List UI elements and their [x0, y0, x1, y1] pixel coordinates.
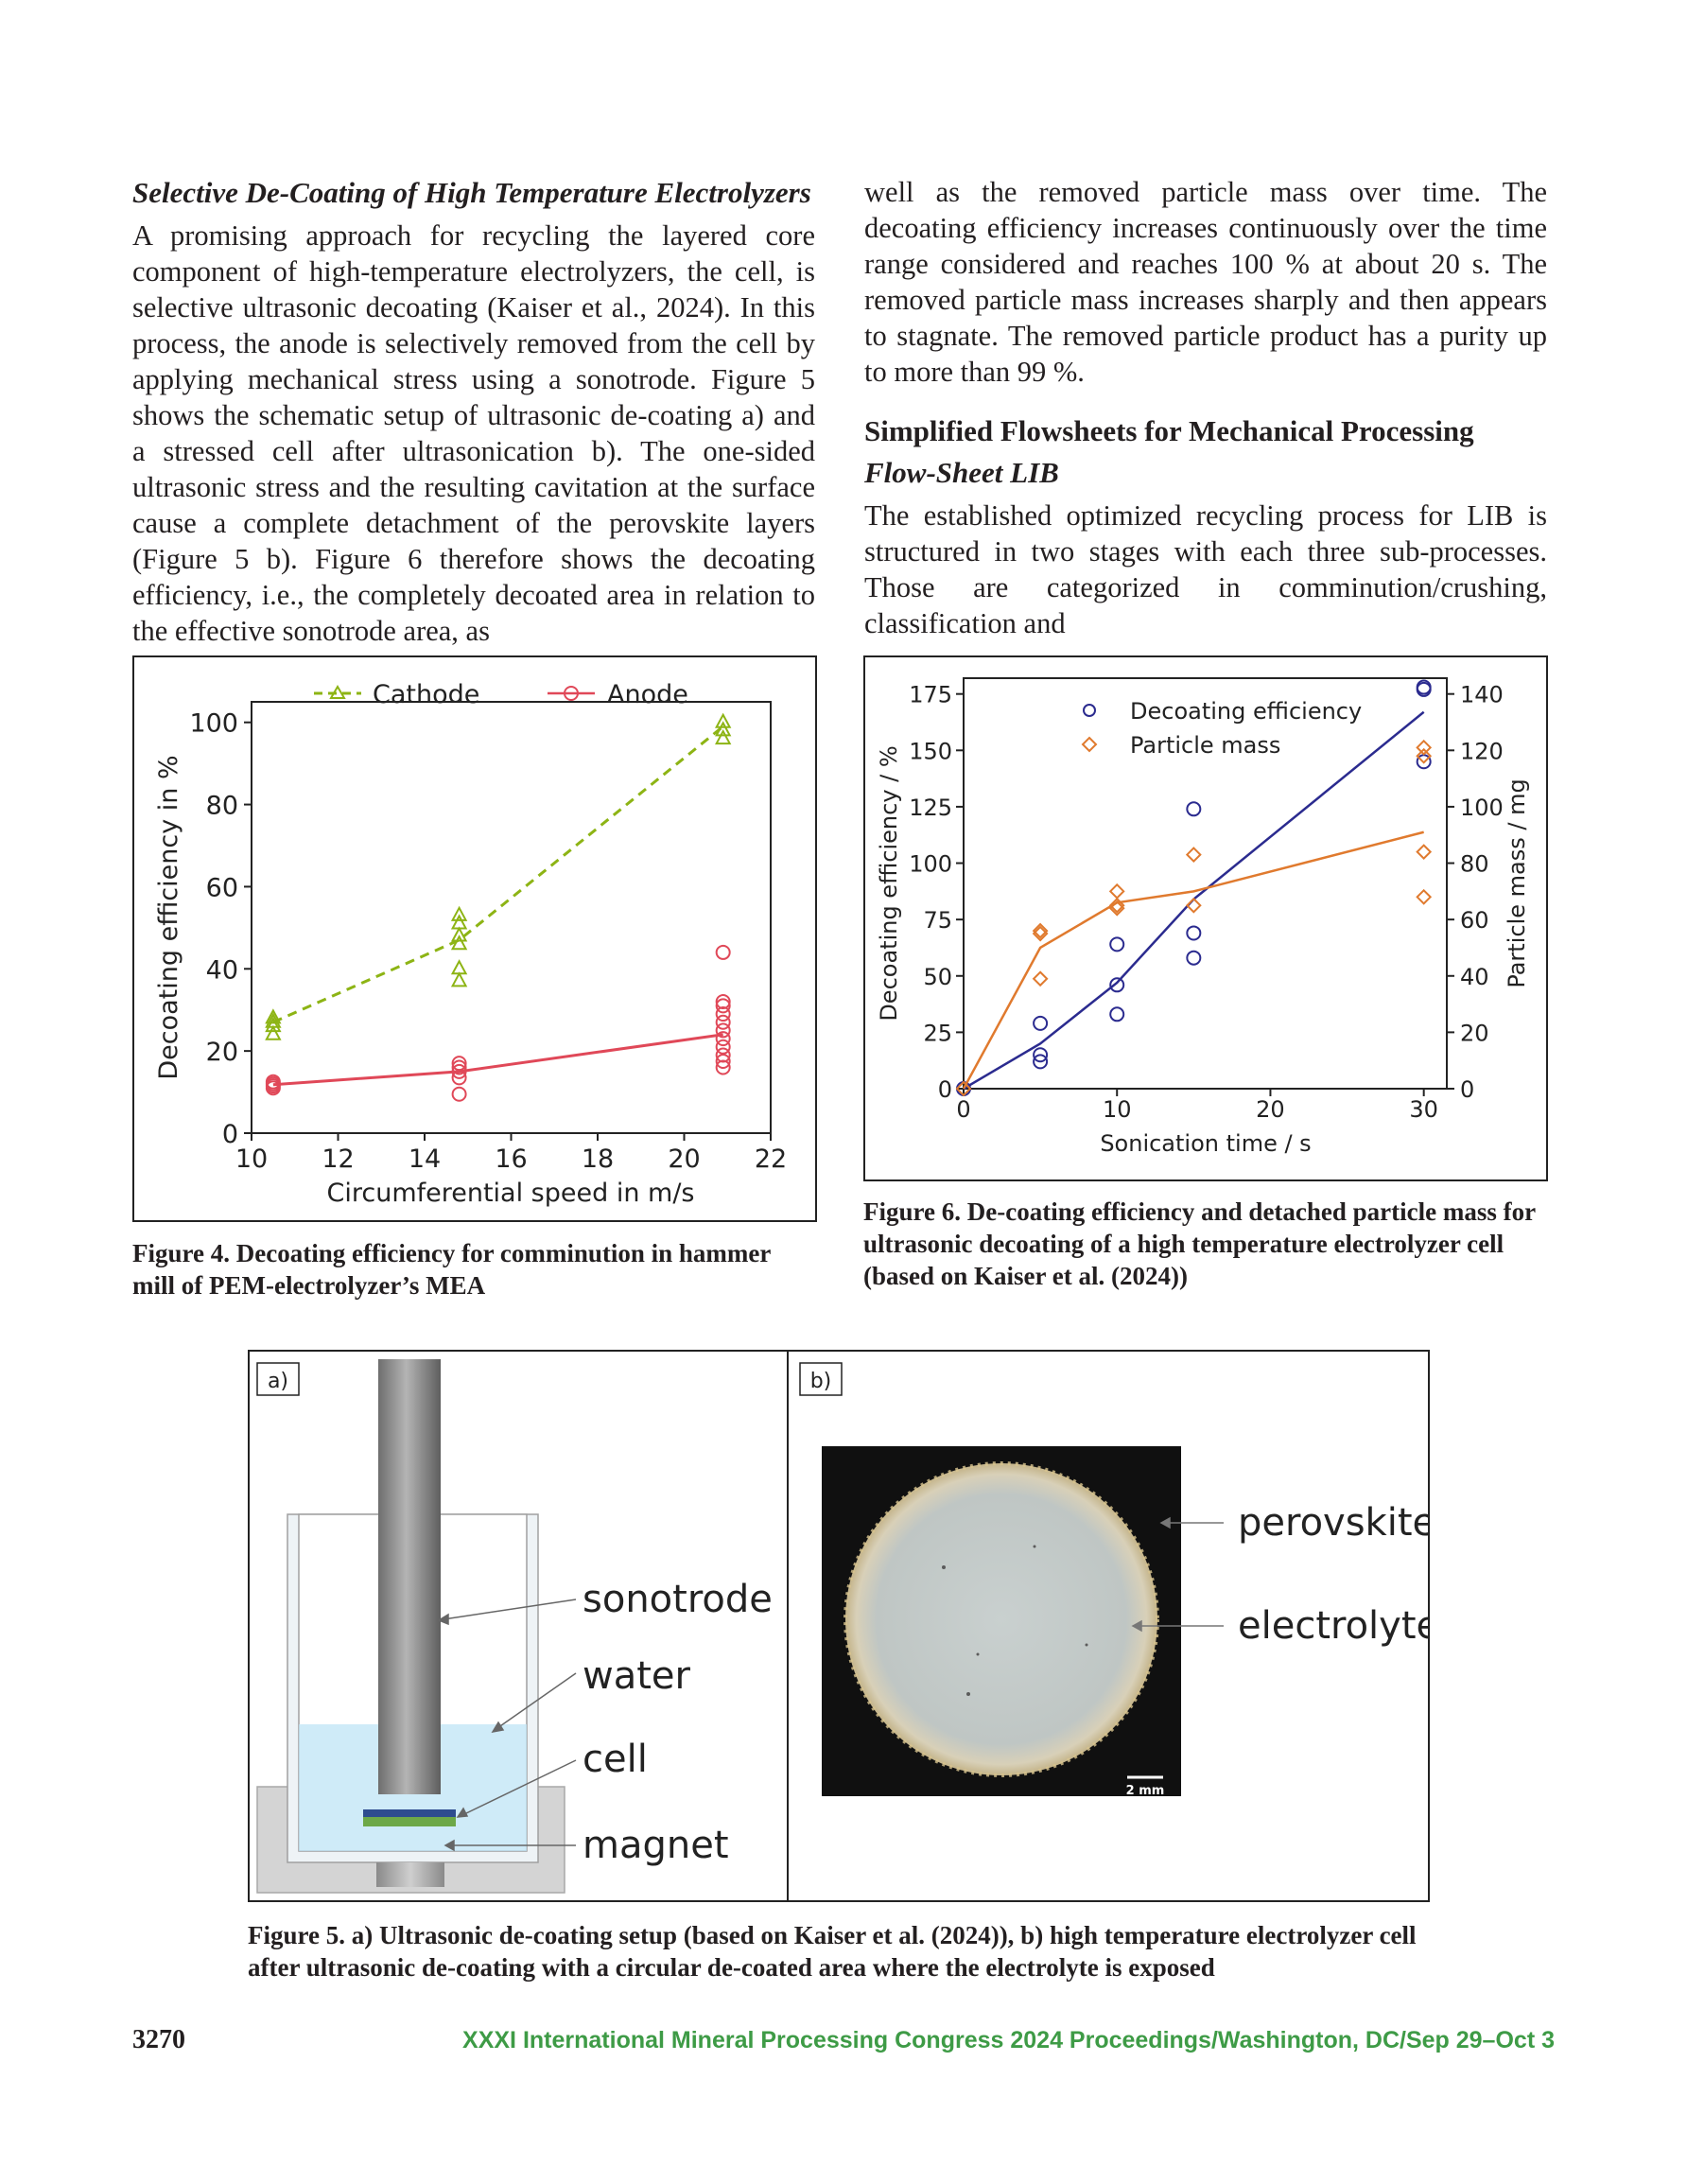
conference-footer: XXXI International Mineral Processing Congress 2024 Proceedings/Washington, DC/Sep 29–Oct 3: [462, 2027, 1555, 2053]
legend-particle-mass-label: Particle mass: [1130, 732, 1281, 759]
figure6-ytick-left-label: 75: [923, 907, 952, 935]
magnet-label: magnet: [583, 1824, 729, 1867]
figure4-plot-frame: [252, 702, 771, 1133]
panel-a-label: [257, 1363, 299, 1395]
figure4-xtick-label: 10: [235, 1144, 269, 1174]
figure6-box: [863, 655, 1548, 1181]
figure6-point-particle-mass: [1417, 846, 1431, 859]
figure6-point-particle-mass: [1110, 884, 1123, 898]
figure6-ytick-right-label: 60: [1460, 907, 1489, 935]
water-label: water: [583, 1654, 690, 1698]
figure4-xtick-label: 12: [322, 1144, 355, 1174]
cell-label: cell: [583, 1738, 648, 1781]
figure5-box: [248, 1350, 1430, 1902]
figure5-caption: Figure 5. a) Ultrasonic de-coating setup (based on Kaiser et al. (2024)), b) high temperature electrolyzer cell after ultrasonic de-coating with a circular de-coated area where the electrolyte is exposed: [248, 1921, 1417, 1982]
figure4-ylabel: Decoating efficiency in %: [154, 755, 183, 1080]
figure4-box: [132, 655, 817, 1222]
figure4-point-anode: [453, 1088, 466, 1101]
figure4-chart: [134, 657, 815, 1220]
figure4-caption: Figure 4. Decoating efficiency for comminution in hammer mill of PEM-electrolyzer’s MEA: [132, 1239, 771, 1300]
figure6-ytick-right-label: 100: [1460, 794, 1504, 821]
figure6-xtick-label: 0: [956, 1096, 971, 1123]
figure6-legend: [1083, 698, 1362, 759]
svg-text:b): b): [809, 1370, 832, 1393]
sonotrode-label: sonotrode: [583, 1578, 773, 1621]
figure6-point-decoating-efficiency: [1187, 802, 1200, 815]
figure6-xtick-label: 20: [1256, 1096, 1285, 1123]
figure6-ytick-left-label: 175: [909, 681, 952, 708]
right-column: [864, 174, 1547, 641]
figure4-point-anode: [717, 946, 730, 959]
legend-anode-label: Anode: [607, 680, 688, 709]
magnet: [376, 1862, 444, 1887]
figure6-ytick-right-label: 0: [1460, 1076, 1475, 1103]
figure6-ytick-left-label: 100: [909, 850, 952, 878]
figure4-trend-anode: [273, 1035, 723, 1085]
figure6-ylabel-right: Particle mass / mg: [1504, 778, 1530, 988]
figure4-xtick-label: 18: [581, 1144, 615, 1174]
figure5-illustration: [250, 1352, 1428, 1900]
figure4-xtick-label: 22: [754, 1144, 788, 1174]
figure6-point-particle-mass: [1187, 848, 1200, 862]
figure6-ytick-left-label: 125: [909, 794, 952, 821]
figure6-ytick-right-label: 80: [1460, 850, 1489, 878]
figure4-ytick-label: 100: [189, 708, 238, 739]
figure6-point-particle-mass: [1034, 972, 1047, 986]
figure6-ytick-right-label: 140: [1460, 681, 1504, 708]
figure6-point-particle-mass: [1417, 890, 1431, 903]
figure6-xtick-label: 10: [1102, 1096, 1132, 1123]
figure6-ylabel-left: Decoating efficiency / %: [876, 745, 902, 1022]
legend-circle-icon: [1084, 705, 1095, 716]
figure4-point-cathode: [717, 715, 730, 727]
figure4-xlabel: Circumferential speed in m/s: [326, 1179, 695, 1208]
figure6-point-decoating-efficiency: [1110, 1007, 1123, 1021]
figure6-ytick-right-label: 120: [1460, 738, 1504, 765]
legend-efficiency-label: Decoating efficiency: [1130, 698, 1363, 725]
panel-b-label: [800, 1363, 842, 1395]
paragraph-decoating: A promising approach for recycling the layered core component of high-temperature electrolyzers, the cell, is selective ultrasonic decoating (Kaiser et al., 2024). In this process, the anode is selectively removed from the cell by applying mechanical stress using a sonotrode. Figure 5 shows the schematic setup of ultrasonic de-coating a) and a stressed cell after ultrasonication b). The one-sided ultrasonic stress and the resulting cavitation at the surface cause a complete detachment of the perovskite layers (Figure 5 b). Figure 6 therefore shows the decoating efficiency, i.e., the completely decoated area in relation to the effective sonotrode area, as: [132, 219, 815, 647]
figure6-point-decoating-efficiency: [1187, 926, 1200, 939]
figure6-ytick-right-label: 20: [1460, 1020, 1489, 1047]
figure6-point-decoating-efficiency: [1110, 937, 1123, 951]
figure4-point-cathode: [453, 908, 466, 920]
figure4-ytick-label: 80: [205, 791, 238, 821]
svg-text:a): a): [267, 1370, 289, 1393]
figure4-xtick-label: 16: [495, 1144, 528, 1174]
figure6-xtick-label: 30: [1409, 1096, 1438, 1123]
figure4-ytick-label: 40: [205, 955, 238, 986]
figure6-chart: [865, 657, 1546, 1179]
section-heading-decoating: Selective De-Coating of High Temperature Electrolyzers: [132, 176, 811, 209]
cell-perovskite-layer: [363, 1809, 456, 1817]
figure6-trend-particle-mass: [964, 832, 1424, 1089]
figure4-trend-cathode: [273, 726, 723, 1022]
left-column: [132, 174, 815, 649]
figure6-ytick-left-label: 150: [909, 738, 952, 765]
figure6-trend-decoating-efficiency: [964, 712, 1424, 1089]
figure6-ytick-left-label: 0: [937, 1076, 952, 1103]
figure6-ytick-left-label: 50: [923, 963, 952, 990]
page-number: 3270: [132, 2025, 185, 2054]
figure4-ytick-label: 20: [205, 1038, 238, 1068]
subheading-flowsheet-lib: Flow-Sheet LIB: [864, 456, 1059, 489]
scale-bar-label: 2 mm: [1125, 1784, 1165, 1798]
electrolyte-label: electrolyte: [1238, 1604, 1428, 1648]
figure4-xtick-label: 20: [668, 1144, 701, 1174]
figure6-caption: Figure 6. De-coating efficiency and detached particle mass for ultrasonic decoating of a high temperature electrolyzer cell (based on Kaiser et al. (2024)): [863, 1197, 1536, 1290]
cell-electrolyte-layer: [363, 1817, 456, 1826]
figure6-point-particle-mass: [1417, 741, 1431, 754]
legend-cathode-label: Cathode: [373, 680, 480, 709]
figure6-point-decoating-efficiency: [1034, 1017, 1047, 1030]
figure6-point-decoating-efficiency: [1187, 952, 1200, 965]
figure6-ytick-right-label: 40: [1460, 963, 1489, 990]
perovskite-label: perovskite: [1238, 1501, 1428, 1545]
figure4-legend: [314, 680, 688, 709]
figure4-ytick-label: 60: [205, 873, 238, 903]
figure6-ytick-left-label: 25: [923, 1020, 952, 1047]
figure4-ytick-label: 0: [221, 1120, 238, 1149]
sonotrode: [378, 1359, 441, 1794]
figure6-xlabel: Sonication time / s: [1100, 1130, 1312, 1157]
paragraph-results: well as the removed particle mass over time. The decoating efficiency increases continuously over the time range considered and reaches 100 % at about 20 s. The removed particle mass increases sharply and then appears to stagnate. The removed particle product has a purity up to more than 99 %.: [864, 176, 1547, 388]
figure4-xtick-label: 14: [408, 1144, 442, 1174]
paragraph-flowsheet-lib: The established optimized recycling process for LIB is structured in two stages with each three sub-processes. Those are categorized in comminution/crushing, classification and: [864, 499, 1547, 639]
legend-diamond-icon: [1083, 738, 1096, 751]
section-heading-flowsheets: Simplified Flowsheets for Mechanical Processing: [864, 414, 1474, 447]
figure4-point-cathode: [453, 973, 466, 986]
